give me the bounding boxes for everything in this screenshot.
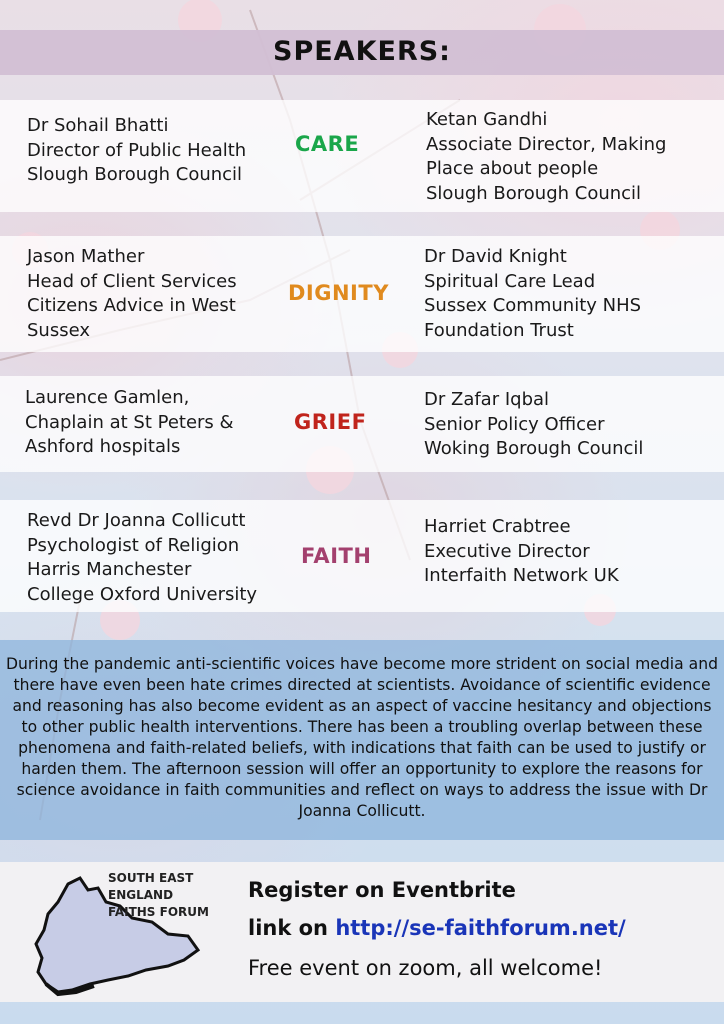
speaker-right xyxy=(424,388,643,462)
speaker-org: Sussex xyxy=(27,319,90,341)
speaker-name: Laurence Gamlen, xyxy=(25,387,190,408)
speaker-role: Executive Director xyxy=(424,540,590,562)
speaker-right xyxy=(424,515,619,589)
theme-grief: GRIEF xyxy=(294,410,367,434)
free-event-text: Free event on zoom, all welcome! xyxy=(248,956,603,980)
page-title: SPEAKERS: xyxy=(273,36,451,67)
link-line xyxy=(248,916,626,940)
speaker-org: Sussex Community NHS xyxy=(424,295,642,316)
website-link[interactable]: http://se-faithforum.net/ xyxy=(335,916,626,940)
speaker-left xyxy=(25,386,234,460)
speaker-name: Harriet Crabtree xyxy=(424,516,571,537)
event-description: During the pandemic anti-scientific voices have become more strident on social media and there have even been hate crimes directed at scientists. Avoidance of scientific evidence and reasoning has also become evident as an aspect of vaccine hesitancy and objections to other public health interventions. There has been a troubling overlap between these phenomena and faith-related beliefs, with indications that faith can be used to justify or harden them. The afternoon session will offer an opportunity to explore the reasons for science avoidance in faith communities and reflect on ways to address the issue with Dr Joanna Collicutt. xyxy=(6,655,718,820)
theme-faith: FAITH xyxy=(301,544,372,568)
speaker-role: Place about people xyxy=(426,158,599,179)
speaker-name: Dr Zafar Iqbal xyxy=(424,389,550,410)
speaker-role: Spiritual Care Lead xyxy=(424,270,596,292)
link-prefix: link on xyxy=(248,916,336,940)
speaker-name: Revd Dr Joanna Collicutt xyxy=(27,510,246,531)
speaker-left xyxy=(27,245,237,343)
speaker-org: Woking Borough Council xyxy=(424,438,644,459)
speaker-role: Chaplain at St Peters & xyxy=(25,411,234,433)
org-name-line: ENGLAND xyxy=(108,888,174,902)
theme-dignity: DIGNITY xyxy=(288,281,389,305)
speaker-name: Dr Sohail Bhatti xyxy=(27,115,169,136)
org-name-line: FAITHS FORUM xyxy=(108,905,209,919)
speaker-left xyxy=(27,509,257,607)
speaker-right xyxy=(424,245,641,343)
speaker-org: Harris Manchester xyxy=(27,559,192,580)
speaker-role: Senior Policy Officer xyxy=(424,413,605,435)
theme-care: CARE xyxy=(295,132,360,156)
speaker-org: Citizens Advice in West xyxy=(27,295,236,316)
speaker-name: Ketan Gandhi xyxy=(426,109,548,130)
org-name xyxy=(108,870,209,921)
register-text: Register on Eventbrite xyxy=(248,878,516,902)
org-name-line: SOUTH EAST xyxy=(108,871,194,885)
speaker-org: Interfaith Network UK xyxy=(424,565,619,586)
speaker-role: Director of Public Health xyxy=(27,139,247,161)
speaker-org: Ashford hospitals xyxy=(25,436,181,457)
speaker-role: Psychologist of Religion xyxy=(27,534,240,556)
speaker-name: Dr David Knight xyxy=(424,246,567,267)
speaker-name: Jason Mather xyxy=(27,246,145,267)
speaker-org: College Oxford University xyxy=(27,583,258,605)
speaker-org: Slough Borough Council xyxy=(27,164,243,185)
speaker-role: Associate Director, Making xyxy=(426,133,667,155)
speaker-role: Head of Client Services xyxy=(27,270,237,292)
speaker-right xyxy=(426,108,666,206)
speaker-org: Foundation Trust xyxy=(424,319,574,341)
speaker-left xyxy=(27,114,246,188)
speaker-org: Slough Borough Council xyxy=(426,182,642,204)
